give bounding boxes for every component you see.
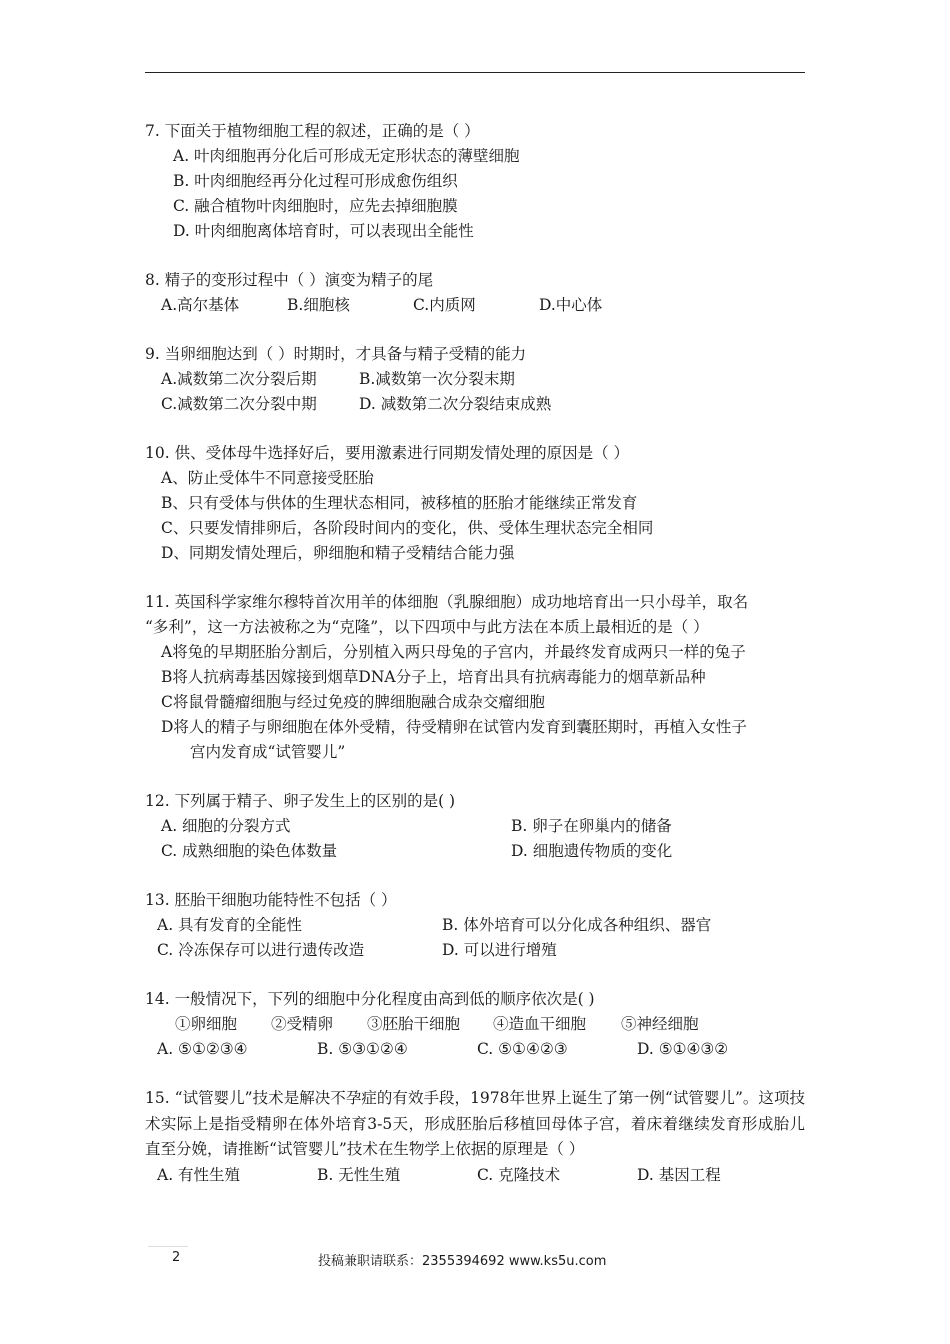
option-d-continuation: 宫内发育成“试管婴儿” [190,743,346,761]
options-row [145,392,815,417]
option-b: B、只有受体与供体的生理状态相同，被移植的胚胎才能继续正常发育 [161,494,638,512]
option-b: B. ⑤③①②④ [317,1040,408,1058]
option-a: A、防止受体牛不同意接受胚胎 [161,469,374,487]
option-a: A. 叶肉细胞再分化后可形成无定形状态的薄壁细胞 [173,147,520,165]
item-3: ③胚胎干细胞 [367,1015,461,1033]
options-row [145,1163,815,1188]
question-13 [145,888,815,963]
option-a: A. 具有发育的全能性 [157,916,303,934]
exam-content [145,119,815,1212]
items-row [145,1012,815,1037]
option-c: C将鼠骨髓瘤细胞与经过免疫的脾细胞融合成杂交瘤细胞 [161,693,545,711]
option-d: D. ⑤①④③② [637,1040,729,1058]
question-7 [145,119,815,244]
option-b: B将人抗病毒基因嫁接到烟草DNA分子上，培育出具有抗病毒能力的烟草新品种 [161,668,706,686]
option-a: A. ⑤①②③④ [157,1040,248,1058]
question-11 [145,590,815,765]
item-1: ①卵细胞 [175,1015,238,1033]
option-c: C. 成熟细胞的染色体数量 [161,842,338,860]
option-d: D、同期发情处理后，卵细胞和精子受精结合能力强 [161,544,515,562]
option-d: D. 叶肉细胞离体培育时，可以表现出全能性 [173,222,474,240]
question-14 [145,987,815,1062]
question-stem: 13. 胚胎干细胞功能特性不包括（ ） [145,891,397,909]
item-4: ④造血干细胞 [493,1015,587,1033]
question-stem: 9. 当卵细胞达到（ ）时期时，才具备与精子受精的能力 [145,345,527,363]
footer-rule [148,1246,188,1247]
option-b: B. 叶肉细胞经再分化过程可形成愈伤组织 [173,172,458,190]
option-d: D.中心体 [539,296,603,314]
option-c: C. 冷冻保存可以进行遗传改造 [157,941,365,959]
question-stem-line-2: “多利”，这一方法被称之为“克隆”，以下四项中与此方法在本质上最相近的是（ ） [145,618,709,636]
item-5: ⑤神经细胞 [621,1015,699,1033]
option-c: C. 融合植物叶肉细胞时，应先去掉细胞膜 [173,197,458,215]
option-a: A. 细胞的分裂方式 [161,817,291,835]
option-a: A将兔的早期胚胎分割后，分别植入两只母兔的子宫内，并最终发育成两只一样的兔子 [161,643,746,661]
question-stem-line-1: 11. 英国科学家维尔穆特首次用羊的体细胞（乳腺细胞）成功地培育出一只小母羊，取名 [145,593,749,611]
question-stem: 10. 供、受体母牛选择好后，要用激素进行同期发情处理的原因是（ ） [145,444,630,462]
footer-contact: 投稿兼职请联系：2355394692 www.ks5u.com [318,1254,607,1269]
question-stem: 7. 下面关于植物细胞工程的叙述，正确的是（ ） [145,122,480,140]
question-stem: 15. “试管婴儿”技术是解决不孕症的有效手段，1978年世界上诞生了第一例“试管婴儿”。这项技术实际上是指受精卵在体外培育3-5天，形成胚胎后移植回母体子宫，着床着继续发育形成胎儿直至分娩，请推断“试管婴儿”技术在生物学上依据的原理是（ ） [145,1089,805,1158]
option-b: B. 卵子在卵巢内的储备 [511,817,672,835]
question-stem: 8. 精子的变形过程中（ ）演变为精子的尾 [145,271,434,289]
option-d: D将人的精子与卵细胞在体外受精，待受精卵在试管内发育到囊胚期时，再植入女性子 [161,718,747,736]
option-b: B. 无性生殖 [317,1165,401,1184]
question-stem: 12. 下列属于精子、卵子发生上的区别的是( ) [145,792,456,810]
options-row [145,938,815,963]
question-9 [145,342,815,417]
question-8 [145,268,815,318]
option-c: C. 克隆技术 [477,1165,561,1184]
options-row [145,293,815,318]
option-c: C、只要发情排卵后，各阶段时间内的变化，供、受体生理状态完全相同 [161,519,654,537]
question-stem: 14. 一般情况下，下列的细胞中分化程度由高到低的顺序依次是( ) [145,990,595,1008]
options-row [145,814,815,839]
option-c: C.内质网 [413,296,476,314]
option-d: D. 细胞遗传物质的变化 [511,842,673,860]
footer [0,1250,950,1270]
option-d: D. 减数第二次分裂结束成熟 [359,395,552,413]
page-number: 2 [172,1250,181,1265]
question-10 [145,441,815,566]
option-a: A.高尔基体 [161,296,240,314]
option-d: D. 基因工程 [637,1165,721,1184]
question-12 [145,789,815,864]
options-row [145,367,815,392]
options-row [145,913,815,938]
option-c: C. ⑤①④②③ [477,1040,568,1058]
item-2: ②受精卵 [271,1015,334,1033]
option-c: C.减数第二次分裂中期 [161,395,317,413]
option-a: A. 有性生殖 [157,1165,241,1184]
header-rule [145,72,805,73]
option-d: D. 可以进行增殖 [442,941,557,959]
option-b: B. 体外培育可以分化成各种组织、器官 [442,916,712,934]
option-b: B.减数第一次分裂末期 [359,370,515,388]
option-a: A.减数第二次分裂后期 [161,370,317,388]
question-15 [145,1086,815,1188]
option-b: B.细胞核 [287,296,350,314]
options-row [145,1037,815,1062]
options-row [145,839,815,864]
